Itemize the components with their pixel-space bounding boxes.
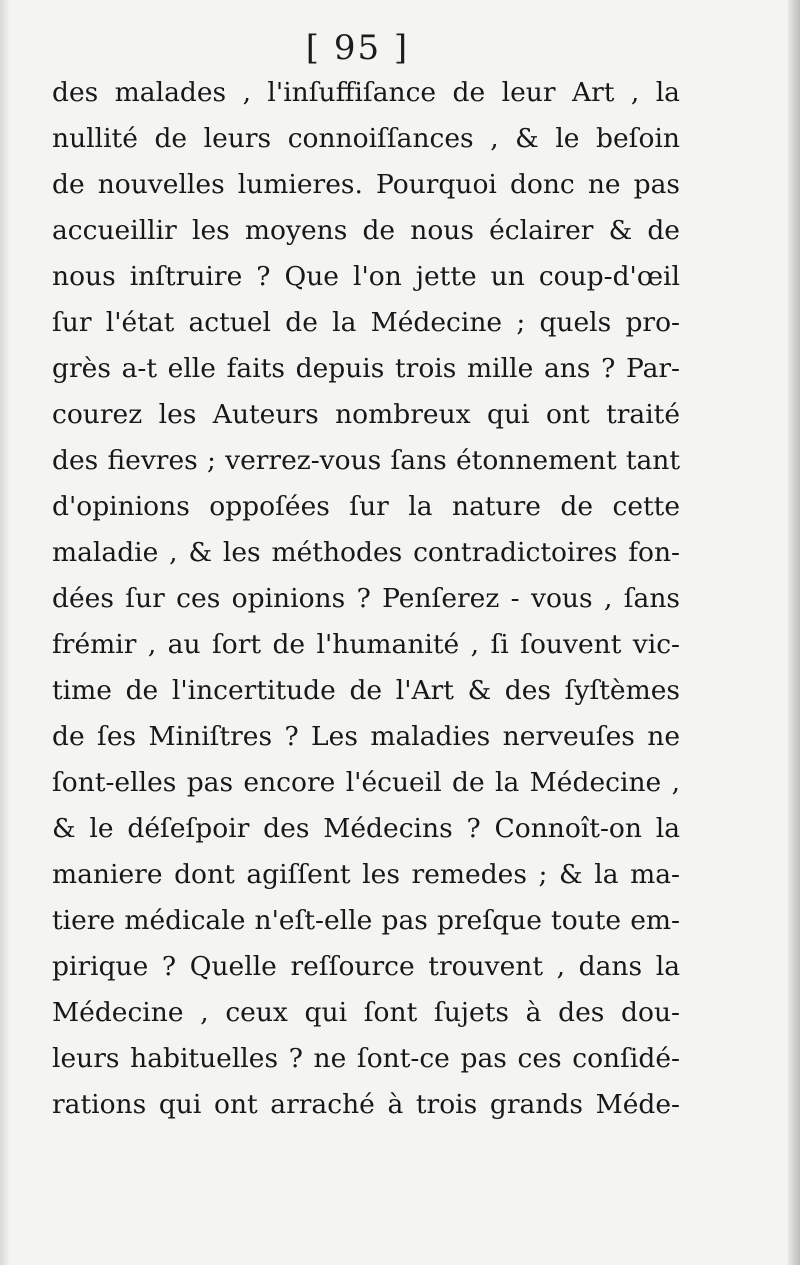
text-line: des malades , l'inſuffiſance de leur Art , la	[52, 77, 680, 108]
text-line: & le déſeſpoir des Médecins ? Connoît-on la	[52, 813, 680, 844]
text-line: Médecine , ceux qui ſont ſujets à des dou-	[52, 997, 680, 1028]
text-line: ſont-elles pas encore l'écueil de la Médecine ,	[52, 767, 680, 798]
page-number: [ 95 ]	[305, 28, 410, 68]
text-line: nullité de leurs connoiſſances , & le beſoin	[52, 123, 680, 154]
page-gutter-shadow	[0, 0, 10, 1265]
text-line: nous inſtruire ? Que l'on jette un coup-d'œil	[52, 261, 680, 292]
text-line: des fievres ; verrez-vous ſans étonnement tant	[52, 445, 680, 476]
text-line: leurs habituelles ? ne ſont-ce pas ces conſidé-	[52, 1043, 680, 1074]
text-line: de nouvelles lumieres. Pourquoi donc ne pas	[52, 169, 680, 200]
text-line: d'opinions oppoſées ſur la nature de cette	[52, 491, 680, 522]
text-line: de ſes Miniſtres ? Les maladies nerveuſes ne	[52, 721, 680, 752]
page-edge	[788, 0, 800, 1265]
text-line: frémir , au ſort de l'humanité , ſi ſouvent vic-	[52, 629, 680, 660]
text-line: rations qui ont arraché à trois grands Méde-	[52, 1089, 680, 1120]
text-line: dées ſur ces opinions ? Penſerez - vous , ſans	[52, 583, 680, 614]
body-text	[52, 70, 680, 1128]
text-line: maladie , & les méthodes contradictoires fon-	[52, 537, 680, 568]
text-line: ſur l'état actuel de la Médecine ; quels pro-	[52, 307, 680, 338]
text-line: grès a-t elle faits depuis trois mille ans ? Par-	[52, 353, 680, 384]
text-line: accueillir les moyens de nous éclairer & de	[52, 215, 680, 246]
text-line: time de l'incertitude de l'Art & des ſyſtèmes	[52, 675, 680, 706]
text-line: pirique ? Quelle reſſource trouvent , dans la	[52, 951, 680, 982]
text-line: courez les Auteurs nombreux qui ont traité	[52, 399, 680, 430]
text-line: tiere médicale n'eſt-elle pas preſque toute em-	[52, 905, 680, 936]
text-line: maniere dont agiſſent les remedes ; & la ma-	[52, 859, 680, 890]
